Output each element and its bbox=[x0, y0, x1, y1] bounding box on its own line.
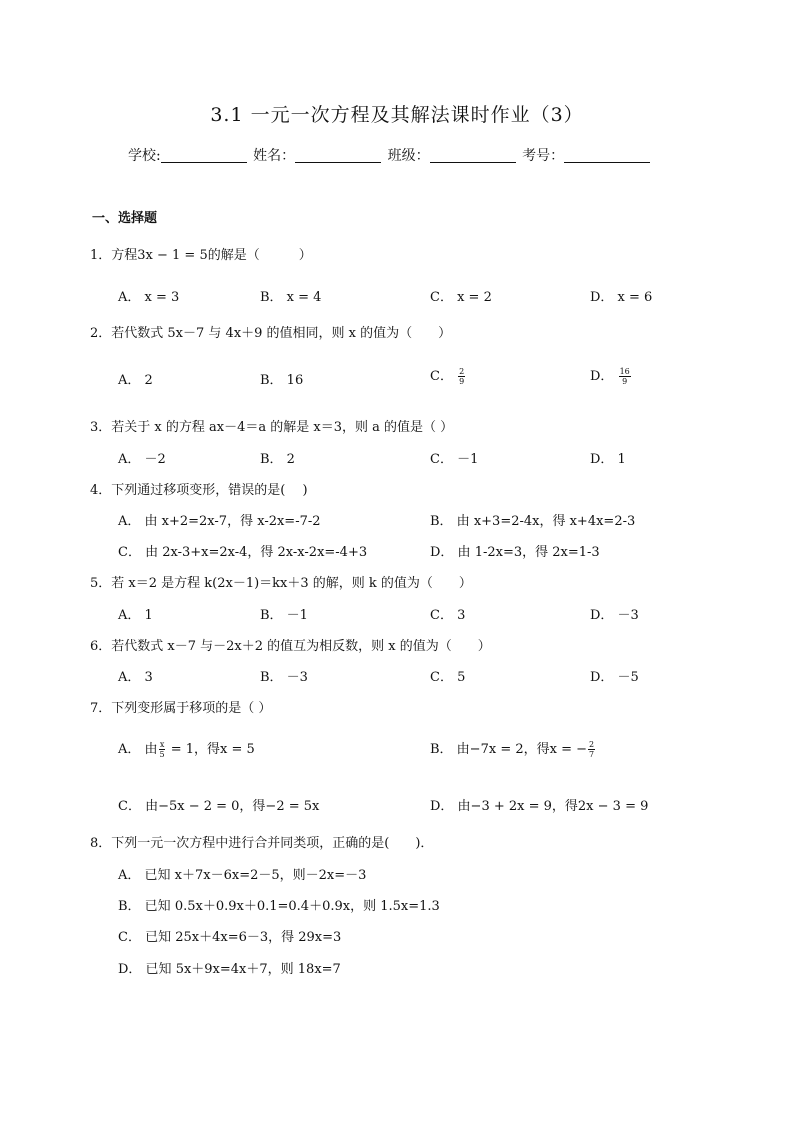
q4-option-c: C． 由 2x-3+x=2x-4，得 2x-x-2x=-4+3 bbox=[118, 545, 368, 560]
name-label: 姓名： bbox=[253, 148, 296, 164]
q5-option-c: C． 3 bbox=[430, 608, 466, 623]
q7-option-b-prefix: B． 由−7x = 2，得x = − bbox=[430, 742, 587, 757]
q2-option-d bbox=[590, 365, 632, 386]
fraction-numerator: 16 bbox=[619, 367, 630, 376]
question-8: 8．下列一元一次方程中进行合并同类项，正确的是( )． bbox=[90, 836, 434, 851]
fraction-denominator: 9 bbox=[459, 377, 465, 386]
q1-option-a: A． x = 3 bbox=[118, 290, 180, 305]
q5-option-a: A． 1 bbox=[118, 608, 153, 623]
fraction-denominator: 5 bbox=[159, 750, 165, 759]
q7-option-a-suffix: = 1，得x = 5 bbox=[166, 742, 255, 757]
q7-option-a-fraction bbox=[159, 740, 166, 759]
q7-option-a bbox=[118, 738, 255, 759]
fraction-denominator: 9 bbox=[622, 377, 628, 386]
q4-option-d: D． 由 1-2x=3，得 2x=1-3 bbox=[430, 545, 600, 560]
q8-option-d: D． 已知 5x＋9x=4x＋7，则 18x=7 bbox=[118, 962, 341, 977]
question-2: 2．若代数式 5x－7 与 4x＋9 的值相同，则 x 的值为（ ） bbox=[90, 326, 452, 341]
q7-option-b bbox=[430, 738, 596, 759]
exam-number-blank bbox=[564, 148, 650, 163]
q8-option-c: C． 已知 25x＋4x=6－3，得 29x=3 bbox=[118, 930, 342, 945]
school-blank bbox=[161, 148, 247, 163]
q3-option-d: D． 1 bbox=[590, 452, 626, 467]
fraction-numerator: x bbox=[159, 740, 165, 749]
class-label: 班级： bbox=[387, 148, 430, 164]
q4-option-a: A． 由 x+2=2x-7，得 x-2x=-7-2 bbox=[118, 514, 321, 529]
q2-option-a: A． 2 bbox=[118, 373, 153, 388]
q2-option-c-label: C． bbox=[430, 369, 453, 384]
name-blank bbox=[295, 148, 381, 163]
q1-option-d: D． x = 6 bbox=[590, 290, 653, 305]
q7-option-c: C． 由−5x − 2 = 0，得−2 = 5x bbox=[118, 799, 320, 814]
question-1: 1．方程3x − 1 = 5的解是（ ） bbox=[90, 248, 312, 263]
q8-option-a: A． 已知 x＋7x－6x=2－5，则－2x=－3 bbox=[118, 868, 367, 883]
q5-option-d: D． －3 bbox=[590, 608, 639, 623]
q4-option-b: B． 由 x+3=2-4x，得 x+4x=2-3 bbox=[430, 514, 636, 529]
q8-option-b: B． 已知 0.5x＋0.9x＋0.1=0.4＋0.9x，则 1.5x=1.3 bbox=[118, 899, 440, 914]
q3-option-a: A． －2 bbox=[118, 452, 166, 467]
q7-option-a-prefix: A． 由 bbox=[118, 742, 158, 757]
q6-option-b: B． －3 bbox=[260, 670, 308, 685]
section-heading: 一、选择题 bbox=[92, 211, 158, 226]
q6-option-a: A． 3 bbox=[118, 670, 153, 685]
q1-option-c: C． x = 2 bbox=[430, 290, 492, 305]
question-5: 5．若 x＝2 是方程 k(2x－1)＝kx＋3 的解，则 k 的值为（ ） bbox=[90, 576, 472, 591]
q6-option-d: D． －5 bbox=[590, 670, 639, 685]
q2-option-b: B． 16 bbox=[260, 373, 304, 388]
question-3: 3．若关于 x 的方程 ax－4＝a 的解是 x＝3，则 a 的值是（ ） bbox=[90, 420, 454, 435]
q1-option-b: B． x = 4 bbox=[260, 290, 322, 305]
student-info-row bbox=[128, 145, 652, 165]
q2-option-d-label: D． bbox=[590, 369, 614, 384]
q2-option-d-fraction bbox=[619, 367, 631, 386]
q5-option-b: B． －1 bbox=[260, 608, 308, 623]
fraction-numerator: 2 bbox=[589, 740, 595, 749]
question-6: 6．若代数式 x－7 与－2x＋2 的值互为相反数，则 x 的值为（ ） bbox=[90, 639, 491, 654]
q2-option-c-fraction bbox=[458, 367, 465, 386]
class-blank bbox=[430, 148, 516, 163]
fraction-numerator: 2 bbox=[459, 367, 465, 376]
question-7: 7．下列变形属于移项的是（ ） bbox=[90, 701, 272, 716]
fraction-denominator: 7 bbox=[589, 750, 595, 759]
q3-option-c: C． －1 bbox=[430, 452, 479, 467]
q3-option-b: B． 2 bbox=[260, 452, 295, 467]
q6-option-c: C． 5 bbox=[430, 670, 466, 685]
school-label: 学校: bbox=[128, 148, 161, 164]
exam-number-label: 考号： bbox=[522, 148, 565, 164]
q2-option-c bbox=[430, 365, 466, 386]
question-4: 4．下列通过移项变形，错误的是( ) bbox=[90, 483, 308, 498]
page-title: 3.1 一元一次方程及其解法课时作业（3） bbox=[210, 104, 584, 126]
q7-option-d: D． 由−3 + 2x = 9，得2x − 3 = 9 bbox=[430, 799, 649, 814]
q7-option-b-fraction bbox=[588, 740, 595, 759]
